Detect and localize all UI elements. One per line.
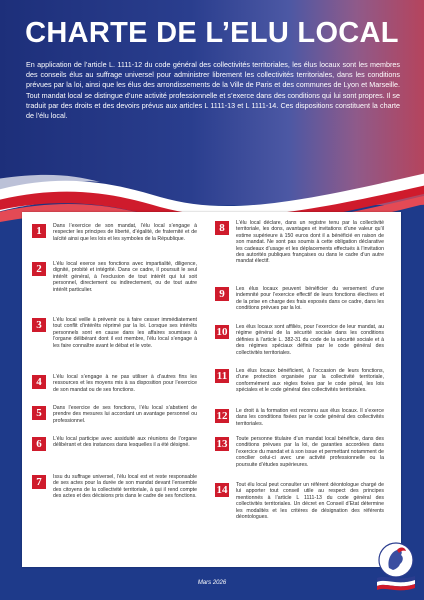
article-text: Les élus locaux sont affiliés, pour l’exercice de leur mandat, au régime général de la sécurité sociale dans les conditions définies à l’article L. 382-31 du code de la sécurité sociale et à des régimes spéciaux définis par le code général des collectivités territoriales. [236,324,384,356]
intro-paragraph: En application de l’article L. 1111-12 du code général des collectivités territoriales, les élus locaux sont les membres des conseils élus au suffrage universel pour administrer librement les collectivités territoriales, dans les conditions prévues par la loi, ainsi que les élus des arrondissements de la Ville de Paris et des communes de Lyon et Marseille. Tout mandat local se distingue d’une activité professionnelle et s’exerce dans des conditions qui lui sont propres. Il se traduit par des droits et des devoirs prévus aux articles L 1111-13 et L 1111-14. Ces dispositions constituent la charte de l’élu local. [26,60,400,121]
article-text: L’élu local participe avec assiduité aux réunions de l’organe délibérant et des instances dans lesquelles il a été désigné. [53,436,197,449]
article-number: 8 [215,221,229,235]
article-number: 7 [32,475,46,489]
article-13 [215,436,384,468]
article-text: Dans l’exercice de son mandat, l’élu local s’engage à respecter les principes de liberté, d’égalité, de fraternité et de laïcité ainsi que les lois et les symboles de la République. [53,223,197,242]
article-number: 2 [32,262,46,276]
article-text: Les élus locaux peuvent bénéficier du versement d’une indemnité pour l’exercice effectif de leurs fonctions électives et de la prise en charge des frais exposés dans ce cadre, dans les conditions prévues par la loi. [236,286,384,312]
article-12 [215,408,384,427]
article-14 [215,482,384,520]
article-text: Toute personne titulaire d’un mandat local bénéficie, dans des conditions prévues par la loi, de garanties accordées dans l’exercice du mandat et à son issue et permettant notamment de concilier celui-ci avec une activité professionnelle ou la poursuite d’études supérieures. [236,436,384,468]
article-number: 1 [32,224,46,238]
article-text: Le droit à la formation est reconnu aux élus locaux. Il s’exerce dans les conditions fixées par le code général des collectivités territoriales. [236,408,384,427]
article-number: 12 [216,410,228,422]
article-1 [32,223,197,242]
article-text: L’élu local déclare, dans un registre tenu par la collectivité territoriale, les dons, avantages et invitations d’une valeur qu’il estime supérieure à 150 euros dont il a bénéficié en raison de son mandat. Ne sont pas soumis à cette obligation déclarative les cadeaux d’usage et les déplacements effectués à l’invitation des autorités publiques françaises ou dans le cadre d’un autre mandat électif. [236,220,384,265]
article-10 [215,324,384,356]
article-number: 3 [32,318,46,332]
article-number: 11 [216,370,228,382]
article-4 [32,374,197,393]
article-9 [215,286,384,312]
article-number: 4 [32,375,46,389]
article-5 [32,405,197,424]
article-8 [215,220,384,265]
article-7 [32,474,197,500]
article-number: 13 [216,438,228,450]
article-number: 5 [32,406,46,420]
article-6 [32,436,197,451]
marianne-seal-icon [373,538,419,594]
article-text: L’élu local s’engage à ne pas utiliser à d’autres fins les ressources et les moyens mis à sa disposition pour l’exercice de son mandat ou de ses fonctions. [53,374,197,393]
footer-date: Mars 2026 [197,580,227,586]
article-text: Les élus locaux bénéficient, à l’occasion de leurs fonctions, d’une protection organisée par la collectivité territoriale, conformément aux règles fixées par le code pénal, les lois spéciales et le code général des collectivités territoriales. [236,368,384,394]
article-text: Dans l’exercice de ses fonctions, l’élu local s’abstient de prendre des mesures lui accordant un avantage personnel ou professionnel. [53,405,197,424]
article-text: Tout élu local peut consulter un référent déontologue chargé de lui apporter tout conseil utile au respect des principes mentionnés à l’article L 1111-13 du code général des collectivités territoriales. Un décret en Conseil d’Etat détermine les modalités et les critères de désignation des référents déontologues. [236,482,384,521]
article-number: 10 [216,326,228,338]
charter-card [22,212,401,567]
article-11 [215,368,384,394]
article-3 [32,317,197,349]
article-text: L’élu local exerce ses fonctions avec impartialité, diligence, dignité, probité et intégrité. Dans ce cadre, il poursuit le seul intérêt général, à l’exclusion de tout intérêt qui lui soit personnel, directement ou indirectement, ou de tout autre intérêt particulier. [53,261,197,293]
page-title: CHARTE DE L’ELU LOCAL [25,17,399,49]
article-text: Issu du suffrage universel, l’élu local est et reste responsable de ses actes pour la durée de son mandat devant l’ensemble des citoyens de la collectivité territoriale, à qui il rend compte des actes et des décisions pris dans le cadre de ses fonctions. [53,474,197,500]
article-number: 6 [32,437,46,451]
article-2 [32,261,197,293]
article-number: 9 [215,287,229,301]
article-number: 14 [216,484,228,496]
article-text: L’élu local veille à prévenir ou à faire cesser immédiatement tout conflit d’intérêts réprimé par la loi. Lorsque ses intérêts personnels sont en cause dans les affaires soumises à l’organe délibérant dont il est membre, l’élu local s’engage à les faire connaître avant le débat et le vote. [53,317,197,349]
